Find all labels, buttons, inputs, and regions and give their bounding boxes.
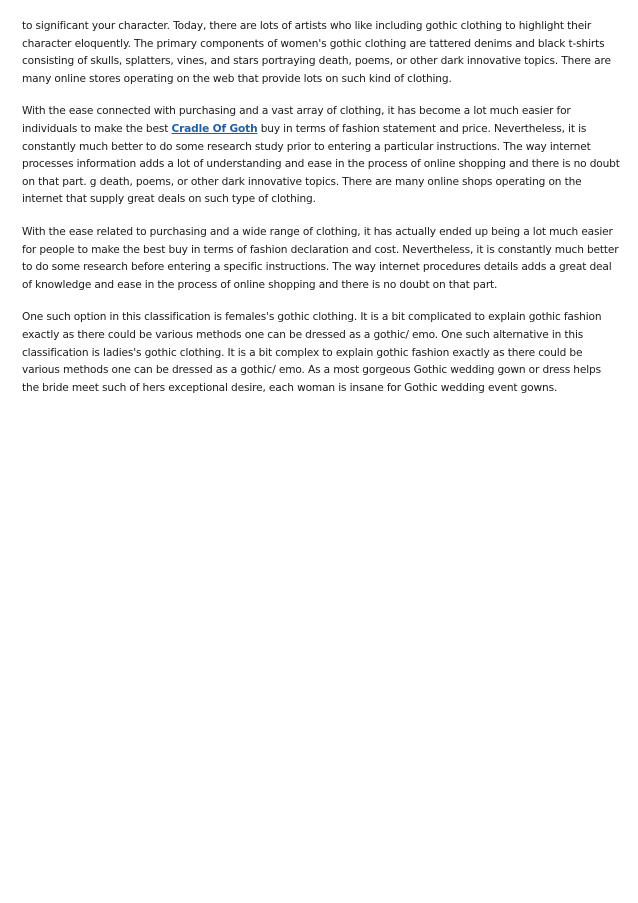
paragraph-1: to significant your character. Today, there are lots of artists who like including gothic clothing to highlight their character eloquently. The primary components of women's gothic clothing are tattered denims and black t-shirts consisting of skulls, splatters, vines, and stars portraying death, poems, or other dark innovative topics. There are many online stores operating on the web that provide lots on such kind of clothing. — [22, 20, 611, 85]
paragraph-2-text-after-link: buy in terms of fashion statement and price. Nevertheless, it is constantly much better to do some research study prior to entering a particular instructions. The way internet processes information adds a lot of understanding and ease in the process of online shopping and there is no doubt on that part. g death, poems, or other dark innovative topics. There are many online shops operating on the internet that supply great deals on such type of clothing. — [22, 122, 620, 206]
paragraph-2 — [22, 103, 620, 209]
paragraph-3: With the ease related to purchasing and a wide range of clothing, it has actually ended up being a lot much easier for people to make the best buy in terms of fashion declaration and cost. Nevertheless, it is constantly much better to do some research before entering a specific instructions. The way internet procedures details adds a great deal of knowledge and ease in the process of online shopping and there is no doubt on that part. — [22, 225, 619, 291]
cradle-of-goth-link[interactable]: Cradle Of Goth — [171, 122, 258, 135]
paragraph-2-text-before-link: With the ease connected with purchasing and a vast array of clothing, it has become a lot much easier for individuals to make the best — [22, 105, 571, 135]
paragraph-4: One such option in this classification is females's gothic clothing. It is a bit complicated to explain gothic fashion exactly as there could be various methods one can be dressed as a gothic/ emo. One such alternative in this classification is ladies's gothic clothing. It is a bit complex to explain gothic fashion exactly as there could be various methods one can be dressed as a gothic/ emo. As a most gorgeous Gothic wedding gown or dress helps the bride meet such of hers exceptional desire, each woman is insane for Gothic wedding event gowns. — [22, 311, 602, 394]
document-page — [22, 18, 620, 412]
